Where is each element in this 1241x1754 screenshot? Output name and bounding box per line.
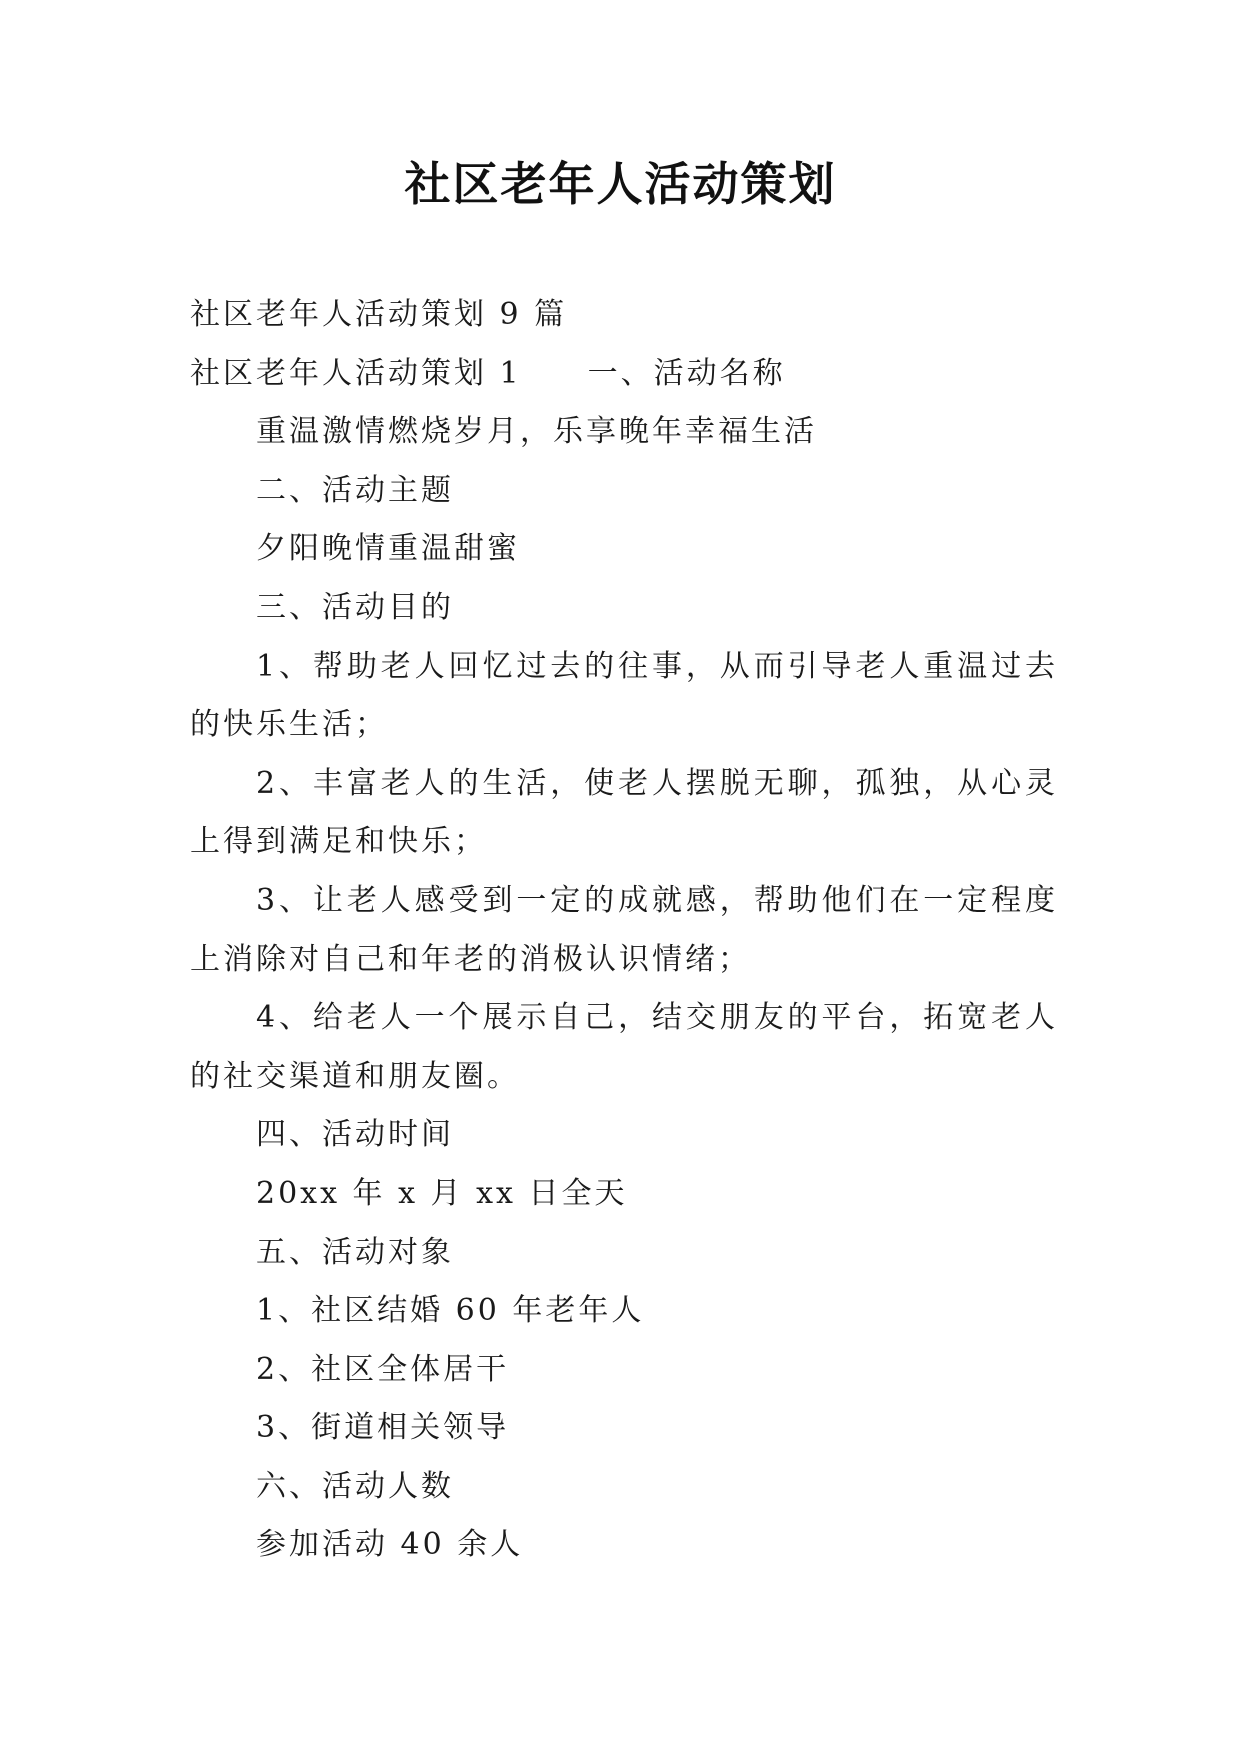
heading-activity-target: 五、活动对象: [256, 1234, 454, 1270]
purpose-item-4: 4、给老人一个展示自己，结交朋友的平台，拓宽老人的社交渠道和朋友圈。: [190, 1000, 1058, 1094]
heading-activity-time: 四、活动时间: [256, 1117, 454, 1153]
document-title: 社区老年人活动策划: [404, 157, 837, 211]
purpose-item-2: 2、丰富老人的生活，使老人摆脱无聊，孤独，从心灵上得到满足和快乐；: [190, 765, 1058, 860]
target-item-1: 1、社区结婚 60 年老年人: [256, 1293, 645, 1329]
activity-time-text: 20xx 年 x 月 xx 日全天: [256, 1175, 628, 1211]
section-title: 社区老年人活动策划 1: [190, 355, 522, 391]
participant-count-text: 参加活动 40 余人: [256, 1527, 524, 1563]
activity-theme-text: 夕阳晚情重温甜蜜: [256, 531, 520, 567]
document-body: [190, 286, 1058, 1575]
target-item-3: 3、街道相关领导: [256, 1410, 510, 1446]
heading-activity-name: 一、活动名称: [587, 355, 786, 391]
heading-activity-theme: 二、活动主题: [256, 472, 454, 508]
section-line: [190, 345, 1058, 404]
document-subtitle: 社区老年人活动策划 9 篇: [190, 297, 568, 332]
purpose-item-3: 3、让老人感受到一定的成就感，帮助他们在一定程度上消除对自己和年老的消极认识情绪；: [190, 882, 1058, 977]
heading-activity-purpose: 三、活动目的: [256, 589, 454, 625]
activity-name-text: 重温激情燃烧岁月，乐享晚年幸福生活: [256, 414, 817, 450]
purpose-item-1: 1、帮助老人回忆过去的往事，从而引导老人重温过去的快乐生活；: [190, 648, 1058, 743]
heading-participant-count: 六、活动人数: [256, 1468, 454, 1504]
target-item-2: 2、社区全体居干: [256, 1351, 510, 1387]
